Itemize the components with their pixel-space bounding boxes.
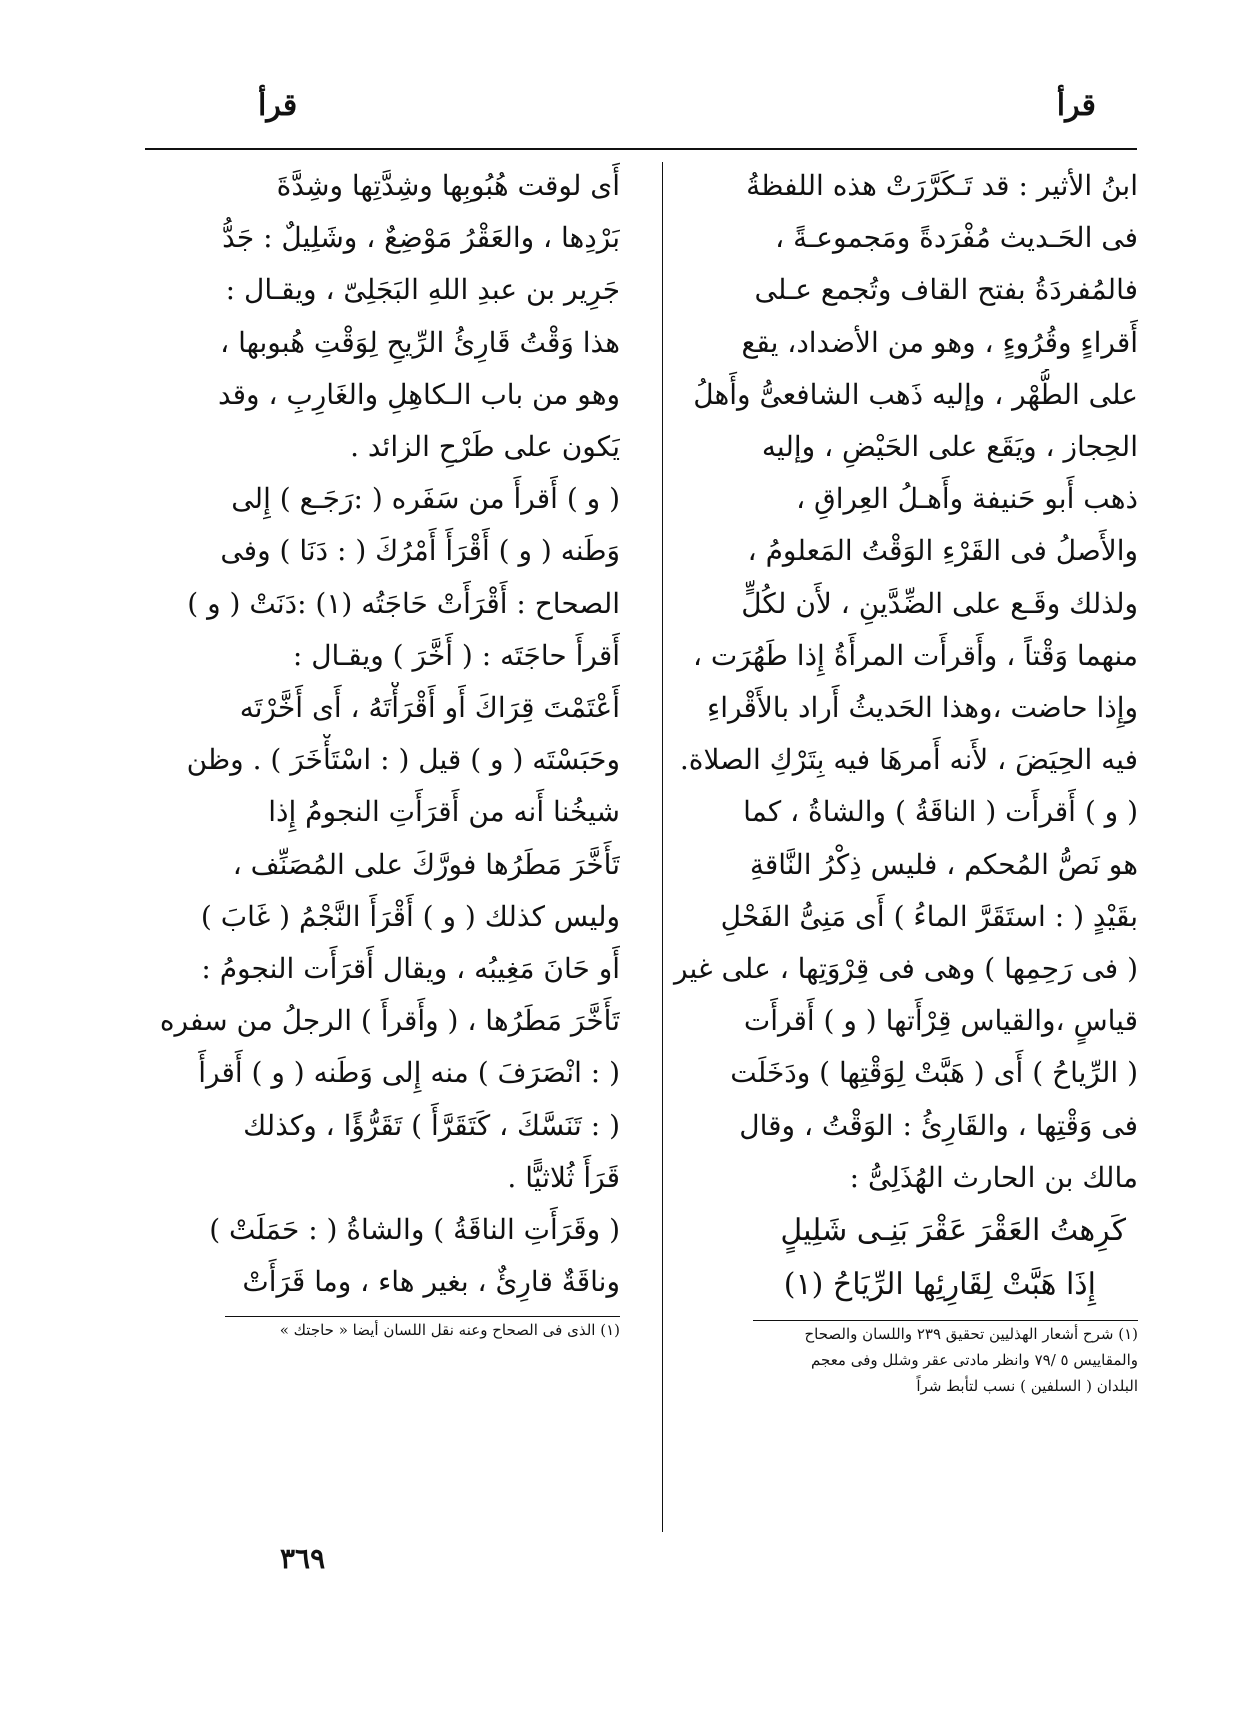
text-line: ( : تَنَسَّكَ ، كَتَقَرَّأَ ) تَقَرُّؤًا ، وكذلك	[243, 1108, 620, 1142]
text-line: ( و ) أَقرأَت ( الناقَةُ ) والشاةُ ، كما	[743, 795, 1138, 829]
text-line: أَقراءٍ وقُرُوءٍ ، وهو من الأضداد، يقع	[741, 325, 1138, 359]
text-line: فى الحَـديث مُفْرَدةً ومَجموعـةً ،	[775, 221, 1138, 255]
text-line: وهو من باب الـكاهِلِ والغَارِبِ ، وقد	[217, 377, 620, 411]
text-line: وَطَنه ( و ) أَقْرَأَ أَمْرُكَ ( : دَنَا ) وفى	[220, 534, 620, 568]
right-column	[658, 160, 1138, 1399]
text-line: تَأَخَّرَ مَطَرُها ، ( وأَقرأَ ) الرجلُ من سفره	[159, 1004, 620, 1038]
text-line: جَرِير بن عبدِ اللهِ البَجَلِىّ ، ويقـال :	[225, 273, 620, 307]
poem-verse	[658, 1204, 1138, 1312]
text-line: بقَيْدٍ ( : استَقَرَّ الماءُ ) أَى مَنِىُّ الفَحْلِ	[720, 899, 1138, 933]
text-line: ( فى رَحِمِها ) وهى فى قِرْوَتِها ، على غير	[674, 952, 1138, 986]
text-line: أَعْتَمْتَ قِرَاكَ أَو أَقْرَأْتَهُ ، أَى أَخَّرْتَه	[239, 691, 620, 725]
text-line: مالك بن الحارث الهُذَلِىُّ :	[849, 1160, 1138, 1194]
text-line: الصحاح : أَقْرَأَتْ حَاجَتُه (١) :دَنَتْ ( و )	[187, 586, 620, 620]
text-line: ( و ) أَقرأَ من سَفَره ( :رَجَـع ) إِلى	[231, 482, 620, 516]
right-column-text	[658, 160, 1138, 1204]
left-footnotes	[150, 1317, 620, 1343]
text-line: ذهب أَبو حَنيفة وأَهـلُ العِراقِ ،	[796, 482, 1138, 516]
verse-line-2: إِذَا هَبَّتْ لِقَارِئِها الرِّيَاحُ (١)	[783, 1267, 1096, 1303]
text-line: والأَصلُ فى القَرْءِ الوَقْتُ المَعلومُ ،	[747, 534, 1138, 568]
text-line: وناقَةٌ قارِئٌ ، بغير هاء ، وما قَرَأَتْ	[242, 1265, 620, 1299]
text-line: يَكون على طَرْحِ الزائد .	[350, 430, 620, 464]
text-line: منهما وَقْتاً ، وأَقرأَت المرأَةُ إِذا طَهُرَت ،	[692, 638, 1138, 672]
text-line: ولذلك وقَـع على الضِّدَّينِ ، لأَن لكُلٍّ	[741, 586, 1138, 620]
text-line: هو نَصُّ المُحكم ، فليس ذِكْرُ النَّاقةِ	[749, 847, 1138, 881]
text-line: هذا وَقْتُ قَارِئُ الرِّيحِ لِوَقْتِ هُبوبها ،	[220, 325, 620, 359]
text-line: أَقرأَ حاجَتَه : ( أَخَّرَ ) ويقـال :	[292, 638, 620, 672]
text-line: قَرَأَ ثُلاثيًّا .	[507, 1160, 620, 1194]
left-column-text	[150, 160, 620, 1308]
footnote-line: والمقاييس ٥ /٧٩ وانظر مادتى عقر وشلل وفى معجم	[811, 1351, 1138, 1370]
text-line: قياسٍ ،والقياس قِرْأَتها ( و ) أَقرأَت	[743, 1004, 1138, 1038]
header-rule	[145, 148, 1137, 150]
text-line: ابنُ الأثير : قد تَـكَرَّرَتْ هذه اللفظةُ	[746, 169, 1138, 202]
text-line: الحِجاز ، ويَقَع على الحَيْضِ ، وإليه	[761, 430, 1138, 464]
text-line: أَو حَانَ مَغِيبُه ، ويقال أَقرَأَت النجومُ :	[201, 952, 620, 986]
text-line: فيه الحِيَضَ ، لأَنه أَمرهَا فيه بِتَرْكِ الصلاة.	[679, 743, 1138, 777]
text-line: ( الرِّياحُ ) أَى ( هَبَّتْ لِوَقْتِها ) ودَخَلَت	[730, 1056, 1138, 1090]
text-line: وليس كذلك ( و ) أَقْرَأَ النَّجْمُ ( غَابَ )	[200, 899, 620, 933]
text-line: ( وقَرَأَتِ الناقَةُ ) والشاةُ ( : حَمَلَتْ )	[209, 1213, 620, 1247]
text-line: أَى لوقت هُبُوبِها وشِدَّتِها وشِدَّةَ	[276, 169, 620, 202]
left-column	[150, 160, 620, 1343]
text-line: شيخُنا أَنه من أَقرَأَتِ النجومُ إِذا	[268, 795, 620, 829]
text-line: وإِذا حاضت ،وهذا الحَديثُ أَراد بالأَقْراءِ	[707, 691, 1138, 725]
footnote-line: البلدان ( السلفين ) نسب لتأبط شراً	[916, 1377, 1138, 1396]
page-number: ٣٦٩	[280, 1542, 326, 1575]
text-line: فالمُفردَةُ بفتح القاف وتُجمع عـلى	[754, 273, 1138, 307]
verse-line-1: كَرِهتُ العَقْرَ عَقْرَ بَنِـى شَلِيلٍ	[780, 1213, 1126, 1249]
running-head-left: قرأ	[258, 88, 298, 123]
footnote-line: (١) الذى فى الصحاح وعنه نقل اللسان أيضا « حاجتك »	[279, 1321, 620, 1340]
text-line: بَرْدِها ، والعَقْرُ مَوْضِعٌ ، وشَلِيلٌ : جَدُّ	[222, 221, 620, 255]
text-line: وحَبَسْتَه ( و ) قيل ( : اسْتَأْخَرَ ) . وظن	[186, 743, 620, 777]
text-line: ( : انْصَرَفَ ) منه إِلى وَطَنه ( و ) أَقرأَ	[198, 1056, 620, 1090]
running-head-right: قرأ	[1056, 88, 1096, 123]
right-footnotes	[658, 1321, 1138, 1399]
text-line: فى وَقْتِها ، والقَارِئُ : الوَقْتُ ، وقال	[739, 1108, 1138, 1142]
footnote-line: (١) شرح أشعار الهذليين تحقيق ٢٣٩ واللسان والصحاح	[804, 1325, 1138, 1344]
text-line: تَأَخَّرَ مَطَرُها فورَّكَ على المُصَنِّف ،	[232, 847, 620, 881]
text-line: على الطُّهْر ، وإليه ذَهب الشافعىُّ وأَهلُ	[693, 377, 1138, 411]
